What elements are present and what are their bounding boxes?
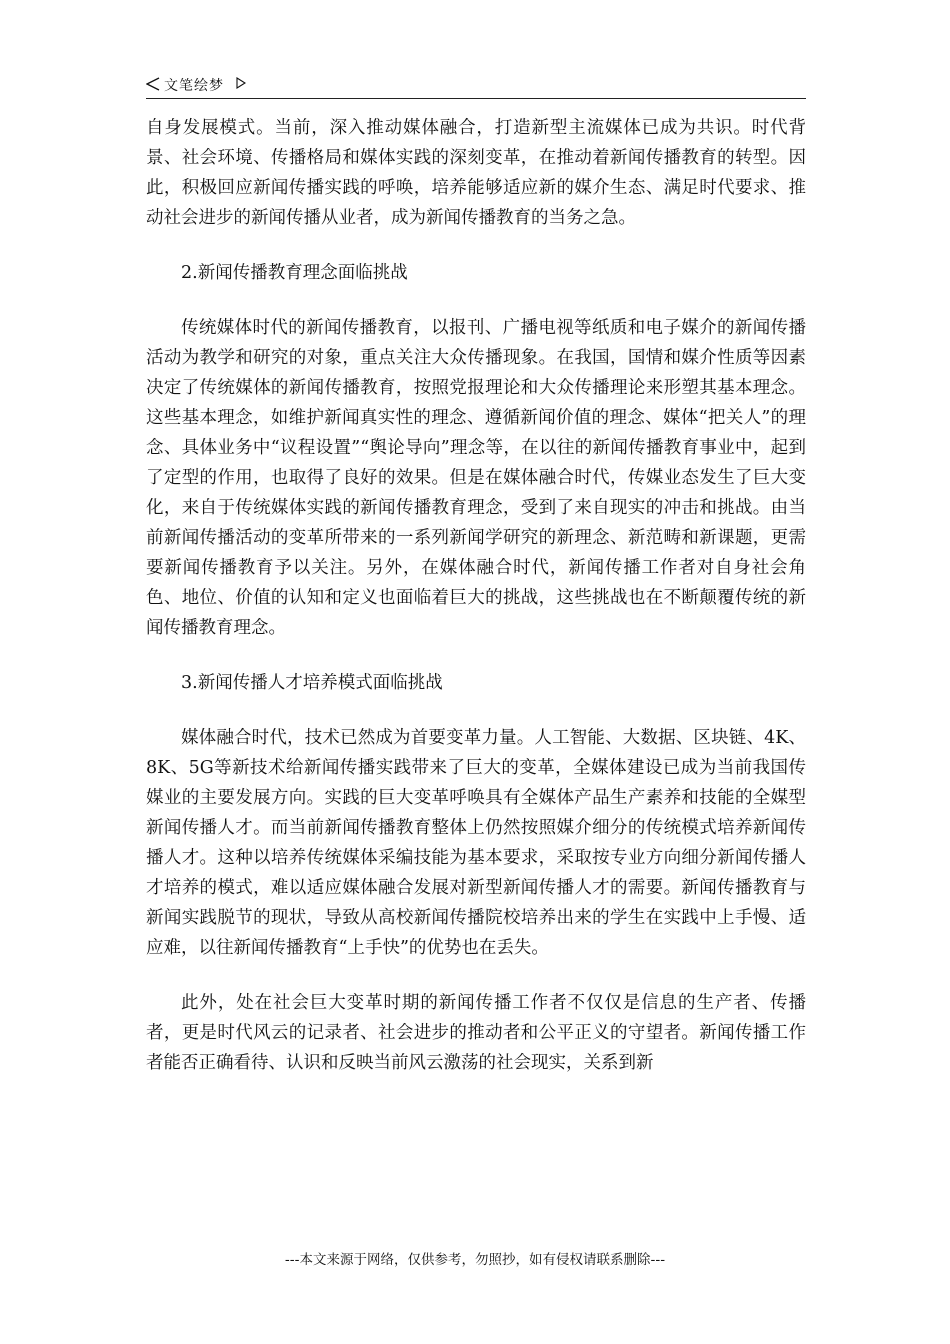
section-heading-education-philosophy: 2.新闻传播教育理念面临挑战 — [181, 263, 408, 283]
paragraph-intro-continuation: 自身发展模式。当前，深入推动媒体融合，打造新型主流媒体已成为共识。时代背景、社会环境、传播格局和媒体实践的深刻变革，在推动着新闻传播教育的转型。因此，积极回应新闻传播实践的呼唤，培养能够适应新的媒介生态、满足时代要求、推动社会进步的新闻传播从业者，成为新闻传播教育的当务之急。 — [146, 118, 806, 228]
paragraph-education-philosophy: 传统媒体时代的新闻传播教育，以报刊、广播电视等纸质和电子媒介的新闻传播活动为教学和研究的对象，重点关注大众传播现象。在我国，国情和媒介性质等因素决定了传统媒体的新闻传播教育，按照党报理论和大众传播理论来形塑其基本理念。这些基本理念，如维护新闻真实性的理念、遵循新闻价值的理念、媒体“把关人”的理念、具体业务中“议程设置”“舆论导向”理念等，在以往的新闻传播教育事业中，起到了定型的作用，也取得了良好的效果。但是在媒体融合时代，传媒业态发生了巨大变化，来自于传统媒体实践的新闻传播教育理念，受到了来自现实的冲击和挑战。由当前新闻传播活动的变革所带来的一系列新闻学研究的新理念、新范畴和新课题，更需要新闻传播教育予以关注。另外，在媒体融合时代，新闻传播工作者对自身社会角色、地位、价值的认知和定义也面临着巨大的挑战，这些挑战也在不断颠覆传统的新闻传播教育理念。 — [146, 318, 806, 638]
copyright-notice: ---本文来源于网络，仅供参考，勿照抄，如有侵权请联系删除--- — [284, 1252, 666, 1268]
right-triangle-icon — [236, 77, 246, 89]
section-heading-talent-training: 3.新闻传播人才培养模式面临挑战 — [181, 673, 443, 693]
document-body — [146, 113, 806, 1078]
brand-title: 文笔绘梦 — [164, 78, 224, 94]
paragraph-talent-training: 媒体融合时代，技术已然成为首要变革力量。人工智能、大数据、区块链、4K、8K、5G等新技术给新闻传播实践带来了巨大的变革，全媒体建设已成为当前我国传媒业的主要发展方向。实践的巨大变革呼唤具有全媒体产品生产素养和技能的全媒型新闻传播人才。而当前新闻传播教育整体上仍然按照媒介细分的传统模式培养新闻传播人才。这种以培养传统媒体采编技能为基本要求，采取按专业方向细分新闻传播人才培养的模式，难以适应媒体融合发展对新型新闻传播人才的需要。新闻传播教育与新闻实践脱节的现状，导致从高校新闻传播院校培养出来的学生在实践中上手慢、适应难，以往新闻传播教育“上手快”的优势也在丢失。 — [146, 728, 806, 958]
left-triangle-icon — [146, 77, 160, 91]
page-header — [146, 74, 806, 99]
paragraph-journalists-role: 此外，处在社会巨大变革时期的新闻传播工作者不仅仅是信息的生产者、传播者，更是时代风云的记录者、社会进步的推动者和公平正义的守望者。新闻传播工作者能否正确看待、认识和反映当前风云激荡的社会现实，关系到新 — [146, 993, 806, 1073]
